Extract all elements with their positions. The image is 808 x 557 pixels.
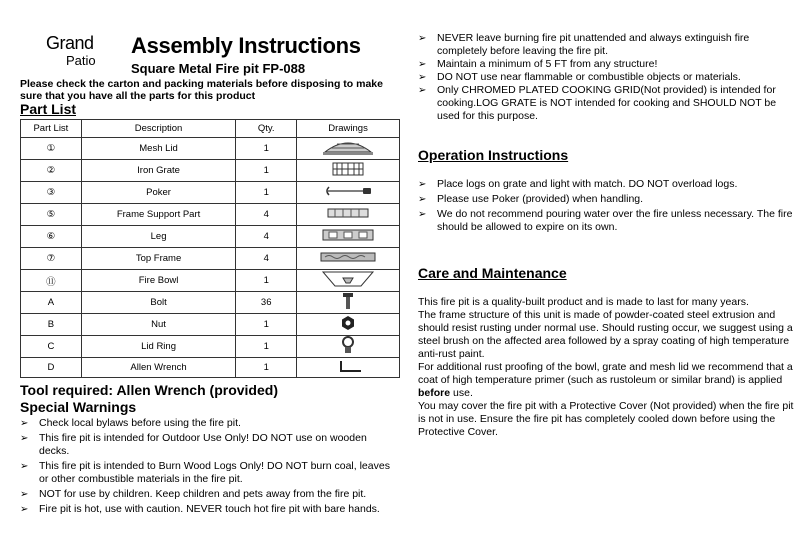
frame-support-drawing (297, 204, 400, 226)
part-id: B (21, 314, 82, 336)
allen-wrench-drawing (297, 358, 400, 378)
part-id: A (21, 292, 82, 314)
care-text: use. (450, 387, 473, 399)
special-warnings-list (20, 417, 400, 518)
column-header: Drawings (297, 120, 400, 138)
part-list-heading: Part List (20, 101, 77, 117)
part-id: D (21, 358, 82, 378)
care-emphasis: before (418, 387, 451, 399)
table-header-row (21, 120, 400, 138)
warning-text: This fire pit is intended to Burn Wood Logs Only! DO NOT burn coal, leaves or other combustible materials in the fire pit. (39, 460, 390, 485)
lid-ring-drawing (297, 336, 400, 358)
arrow-bullet-icon: ➢ (20, 461, 29, 472)
part-qty: 1 (236, 160, 297, 182)
nut-drawing (297, 314, 400, 336)
arrow-bullet-icon: ➢ (418, 179, 427, 190)
poker-drawing (297, 182, 400, 204)
instruction-text: Please use Poker (provided) when handling. (437, 193, 644, 205)
care-paragraph: You may cover the fire pit with a Protective Cover (Not provided) when the fire pit is not in use. Ensure the fire pit has completely cooled down before using the Protective Cover. (418, 400, 794, 438)
warning-text: This fire pit is intended for Outdoor Use Only! DO NOT use on wooden decks. (39, 432, 367, 457)
list-item (418, 178, 794, 191)
list-item (418, 71, 794, 84)
brand-logo (26, 33, 116, 79)
page-title: Assembly Instructions (131, 33, 361, 58)
part-description: Fire Bowl (81, 270, 236, 292)
part-description: Bolt (81, 292, 236, 314)
list-item (418, 193, 794, 206)
care-body (418, 296, 794, 439)
part-qty: 1 (236, 314, 297, 336)
part-id: ⑤ (21, 204, 82, 226)
warning-text: DO NOT use near flammable or combustible objects or materials. (437, 71, 741, 83)
arrow-bullet-icon: ➢ (20, 489, 29, 500)
care-paragraph: This fire pit is a quality-built product and is made to last for many years. (418, 296, 749, 308)
bolt-drawing (297, 292, 400, 314)
arrow-bullet-icon: ➢ (418, 59, 427, 70)
fire-bowl-drawing (297, 270, 400, 292)
arrow-bullet-icon: ➢ (20, 418, 29, 429)
part-description: Frame Support Part (81, 204, 236, 226)
top-warnings-list (418, 32, 794, 123)
part-qty: 1 (236, 336, 297, 358)
special-warnings-heading: Special Warnings (20, 399, 137, 415)
care-paragraph: The frame structure of this unit is made of powder-coated steel extrusion and should resist rusting under normal use. Should rusting occur, we suggest using a steel brush on the affected area followed by a spray coating of high temperature anti-rust paint. (418, 309, 793, 360)
care-paragraph (418, 361, 794, 400)
warning-text: Fire pit is hot, use with caution. NEVER touch hot fire pit with bare hands. (39, 503, 380, 515)
table-row (21, 270, 400, 292)
arrow-bullet-icon: ➢ (20, 504, 29, 515)
arrow-bullet-icon: ➢ (418, 209, 427, 220)
table-row (21, 138, 400, 160)
list-item (20, 417, 400, 430)
leg-drawing (297, 226, 400, 248)
list-item (418, 84, 794, 123)
column-header: Part List (21, 120, 82, 138)
table-row (21, 292, 400, 314)
part-id: ① (21, 138, 82, 160)
warning-text: Check local bylaws before using the fire pit. (39, 417, 241, 429)
logo-line1: Grand (46, 33, 94, 53)
warning-text: Only CHROMED PLATED COOKING GRID(Not provided) is intended for cooking.LOG GRATE is NOT intended for cooking and SHOULD NOT be used for this purpose. (437, 84, 777, 122)
warning-text: NEVER leave burning fire pit unattended and always extinguish fire completely before leaving the fire pit. (437, 32, 750, 57)
part-description: Allen Wrench (81, 358, 236, 378)
table-row (21, 182, 400, 204)
mesh-lid-drawing (297, 138, 400, 160)
instruction-text: We do not recommend pouring water over the fire unless necessary. The fire should be allowed to expire on its own. (437, 208, 793, 233)
part-id: ③ (21, 182, 82, 204)
part-qty: 4 (236, 248, 297, 270)
list-item (20, 488, 400, 501)
part-id: C (21, 336, 82, 358)
top-frame-drawing (297, 248, 400, 270)
parts-table (20, 119, 400, 378)
part-description: Iron Grate (81, 160, 236, 182)
operation-list (418, 178, 794, 236)
column-header: Qty. (236, 120, 297, 138)
part-description: Nut (81, 314, 236, 336)
logo-line2: Patio (66, 53, 96, 68)
list-item (20, 460, 400, 486)
part-qty: 1 (236, 358, 297, 378)
table-row (21, 248, 400, 270)
list-item (20, 503, 400, 516)
care-heading: Care and Maintenance (418, 265, 567, 281)
arrow-bullet-icon: ➢ (20, 433, 29, 444)
list-item (418, 208, 794, 234)
table-row (21, 204, 400, 226)
list-item (418, 32, 794, 58)
care-text: For additional rust proofing of the bowl, grate and mesh lid we recommend that a coat of high temperature primer (such as rustoleum or similar brand) is applied (418, 361, 793, 386)
part-qty: 4 (236, 226, 297, 248)
iron-grate-drawing (297, 160, 400, 182)
part-description: Mesh Lid (81, 138, 236, 160)
part-qty: 1 (236, 270, 297, 292)
arrow-bullet-icon: ➢ (418, 33, 427, 44)
warning-text: Maintain a minimum of 5 FT from any structure! (437, 58, 658, 70)
instruction-text: Place logs on grate and light with match. DO NOT overload logs. (437, 178, 738, 190)
list-item (418, 58, 794, 71)
part-id: ⑥ (21, 226, 82, 248)
part-description: Leg (81, 226, 236, 248)
part-id: ⑦ (21, 248, 82, 270)
table-row (21, 314, 400, 336)
arrow-bullet-icon: ➢ (418, 72, 427, 83)
part-id: ⑪ (21, 270, 82, 292)
part-id: ② (21, 160, 82, 182)
column-header: Description (81, 120, 236, 138)
table-row (21, 160, 400, 182)
list-item (20, 432, 400, 458)
operation-heading: Operation Instructions (418, 147, 569, 163)
warning-text: NOT for use by children. Keep children and pets away from the fire pit. (39, 488, 367, 500)
table-row (21, 226, 400, 248)
part-qty: 1 (236, 138, 297, 160)
table-row (21, 336, 400, 358)
part-qty: 1 (236, 182, 297, 204)
part-description: Top Frame (81, 248, 236, 270)
tool-required: Tool required: Allen Wrench (provided) (20, 382, 278, 398)
part-description: Poker (81, 182, 236, 204)
part-description: Lid Ring (81, 336, 236, 358)
table-row (21, 358, 400, 378)
part-qty: 36 (236, 292, 297, 314)
page-subtitle: Square Metal Fire pit FP-088 (131, 61, 306, 76)
part-qty: 4 (236, 204, 297, 226)
arrow-bullet-icon: ➢ (418, 85, 427, 96)
parts-notice: Please check the carton and packing materials before disposing to make sure that you have all the parts for this product (20, 78, 383, 102)
arrow-bullet-icon: ➢ (418, 194, 427, 205)
